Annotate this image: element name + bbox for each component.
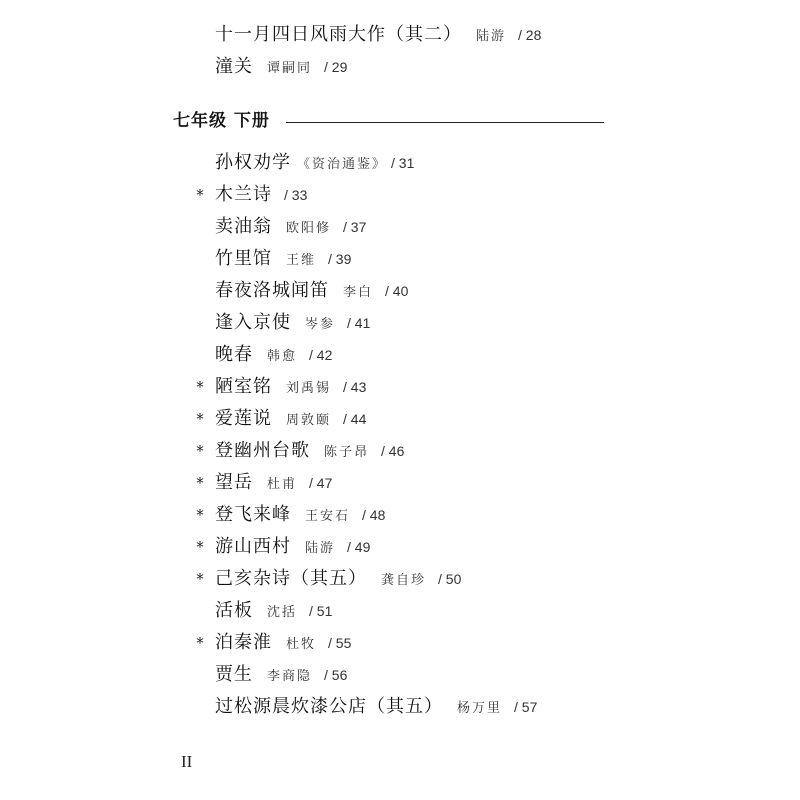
toc-entry [215,694,537,720]
entry-page-number: / 37 [343,219,367,235]
asterisk-marker-icon: * [196,410,204,428]
toc-entry [215,22,541,48]
entry-title: 竹里馆 [215,248,272,269]
toc-entry [196,502,386,528]
toc-entry [215,54,347,80]
toc-entry [215,214,366,240]
entry-title: 陋室铭 [215,376,272,397]
asterisk-marker-icon: * [196,378,204,396]
entry-page-number: / 29 [324,59,348,75]
entry-title: 爱莲说 [215,408,272,429]
entry-page-number: / 49 [347,539,371,555]
asterisk-marker-icon: * [196,570,204,588]
asterisk-marker-icon: * [196,442,204,460]
toc-entry [196,534,371,560]
toc-entry [196,630,352,656]
entry-author: 谭嗣同 [267,61,313,76]
entry-author: 杜甫 [267,477,298,492]
entry-author: 陆游 [305,541,336,556]
asterisk-marker-icon: * [196,634,204,652]
entry-page-number: / 56 [324,667,348,683]
entry-author: 王维 [286,253,317,268]
entry-page-number: / 55 [328,635,352,651]
entry-title: 望岳 [215,472,253,493]
asterisk-marker-icon: * [196,474,204,492]
entry-title: 逢入京使 [215,312,291,333]
entry-title: 己亥杂诗（其五） [215,568,367,589]
toc-entry [215,278,408,304]
entry-page-number: / 28 [518,27,542,43]
entry-author: 陈子昂 [324,445,370,460]
entry-title: 过松源晨炊漆公店（其五） [215,696,443,717]
entry-page-number: / 43 [343,379,367,395]
entry-title: 泊秦淮 [215,632,272,653]
entry-author: 刘禹锡 [286,381,332,396]
toc-entry [196,182,308,208]
entry-author: 岑参 [305,317,336,332]
entry-title: 春夜洛城闻笛 [215,280,329,301]
toc-entry [215,310,370,336]
entry-page-number: / 47 [309,475,333,491]
entry-author: 王安石 [305,509,351,524]
entry-page-number: / 50 [438,571,462,587]
entry-page-number: / 33 [284,187,308,203]
toc-entry [196,374,367,400]
entry-title: 贾生 [215,664,253,685]
toc-entry [196,470,333,496]
entry-author: 杜牧 [286,637,317,652]
entry-author: 周敦颐 [286,413,332,428]
entry-page-number: / 57 [514,699,538,715]
entry-title: 登幽州台歌 [215,440,310,461]
entry-title: 孙权劝学 [215,152,291,173]
entry-page-number: / 42 [309,347,333,363]
toc-entry [215,662,347,688]
toc-entry [196,438,405,464]
toc-entry [215,598,332,624]
entry-title: 木兰诗 [215,184,272,205]
entry-author: 龚自珍 [381,573,427,588]
entry-author: 杨万里 [457,701,503,716]
asterisk-marker-icon: * [196,538,204,556]
entry-page-number: / 44 [343,411,367,427]
entry-title: 晚春 [215,344,253,365]
entry-author: 李商隐 [267,669,313,684]
toc-entry [215,150,414,176]
entry-author: 李白 [343,285,374,300]
entry-page-number: / 39 [328,251,352,267]
entry-author: 韩愈 [267,349,298,364]
section-title: 七年级 下册 [173,111,270,131]
section-rule-line [286,122,604,123]
entry-title: 十一月四日风雨大作（其二） [215,24,462,45]
toc-entry [215,246,351,272]
entry-author: 陆游 [476,29,507,44]
entry-page-number: / 51 [309,603,333,619]
entry-page-number: / 40 [385,283,409,299]
entry-title: 潼关 [215,56,253,77]
toc-entry [196,566,462,592]
asterisk-marker-icon: * [196,186,204,204]
entry-page-number: / 31 [391,155,415,171]
toc-entry [196,406,367,432]
entry-title: 卖油翁 [215,216,272,237]
entry-page-number: / 48 [362,507,386,523]
entry-page-number: / 41 [347,315,371,331]
section-heading [173,108,604,134]
asterisk-marker-icon: * [196,506,204,524]
entry-author: 沈括 [267,605,298,620]
entry-title: 登飞来峰 [215,504,291,525]
page-folio: II [181,752,193,771]
entry-page-number: / 46 [381,443,405,459]
entry-author: 欧阳修 [286,221,332,236]
entry-author: 《资治通鉴》 [297,157,388,172]
entry-title: 活板 [215,600,253,621]
entry-title: 游山西村 [215,536,291,557]
toc-entry [215,342,332,368]
